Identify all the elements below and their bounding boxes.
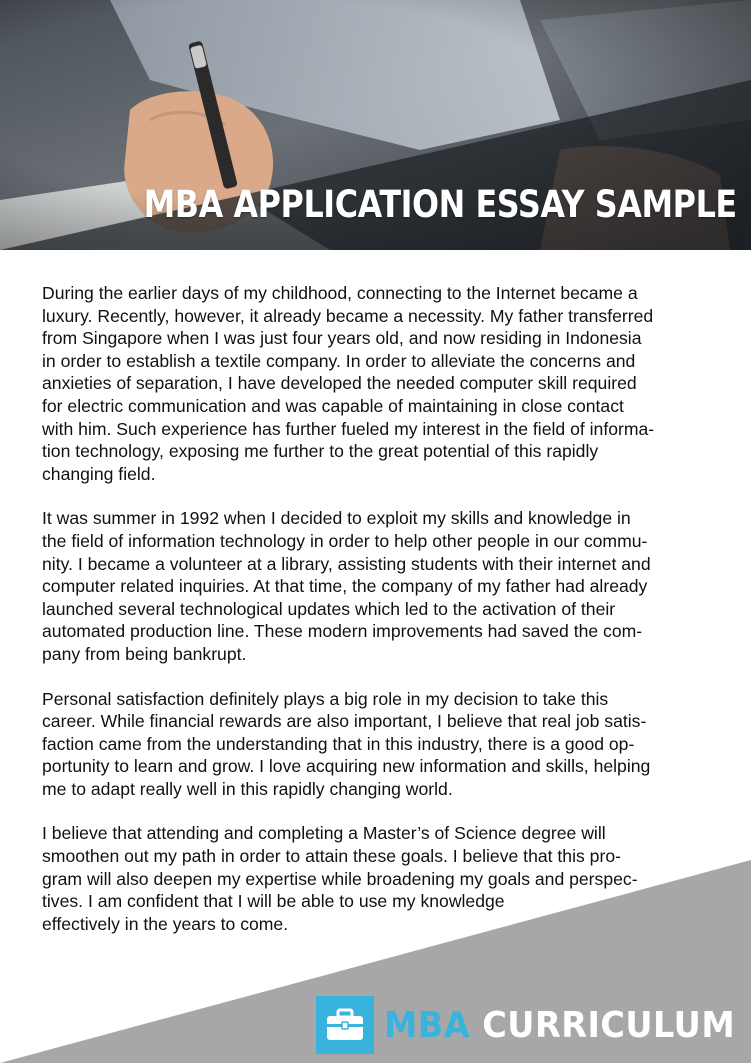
essay-paragraph-4: I believe that attending and completing a Master’s of Science degree will smoothen out my path in order to attain these goals. I believe that this pro- gram will also deepen my expertise while broadening my goals and perspec- tives. I am confident that I will be able to use my knowledge effectively in the years to come. bbox=[42, 823, 638, 934]
logo-wordmark bbox=[384, 1005, 735, 1046]
page-title: MBA APPLICATION ESSAY SAMPLE bbox=[143, 183, 737, 226]
footer-logo bbox=[316, 996, 751, 1054]
header-banner bbox=[0, 0, 751, 250]
logo-word-mba: MBA bbox=[384, 1004, 471, 1046]
logo-word-curriculum: CURRICULUM bbox=[482, 1004, 736, 1046]
essay-paragraph-3: Personal satisfaction definitely plays a big role in my decision to take this career. While financial rewards are also important, I believe that real job satis- faction came from the understanding that in this industry, there is a good op- portunity to learn and grow. I love acquiring new information and skills, helping me to adapt really well in this rapidly changing world. bbox=[42, 688, 651, 799]
essay-paragraph-2: It was summer in 1992 when I decided to exploit my skills and knowledge in the field of information technology in order to help other people in our commu- nity. I became a volunteer at a library, assisting students with their internet and computer related inquiries. At that time, the company of my father had already launched several technological updates which led to the activation of their automated production line. These modern improvements had saved the com- pany from being bankrupt. bbox=[42, 508, 651, 664]
briefcase-icon bbox=[316, 996, 374, 1054]
essay-paragraph-1: During the earlier days of my childhood, connecting to the Internet became a luxury. Recently, however, it already became a necessity. My father transferred from Singapore when I was just four years old, and now residing in Indonesia in order to establish a textile company. In order to alleviate the concerns and anxieties of separation, I have developed the needed computer skill required for electric communication and was capable of maintaining in close contact with him. Such experience has further fueled my interest in the field of informa- tion technology, exposing me further to the great potential of this rapidly changing field. bbox=[42, 283, 655, 484]
essay-body bbox=[42, 282, 714, 957]
